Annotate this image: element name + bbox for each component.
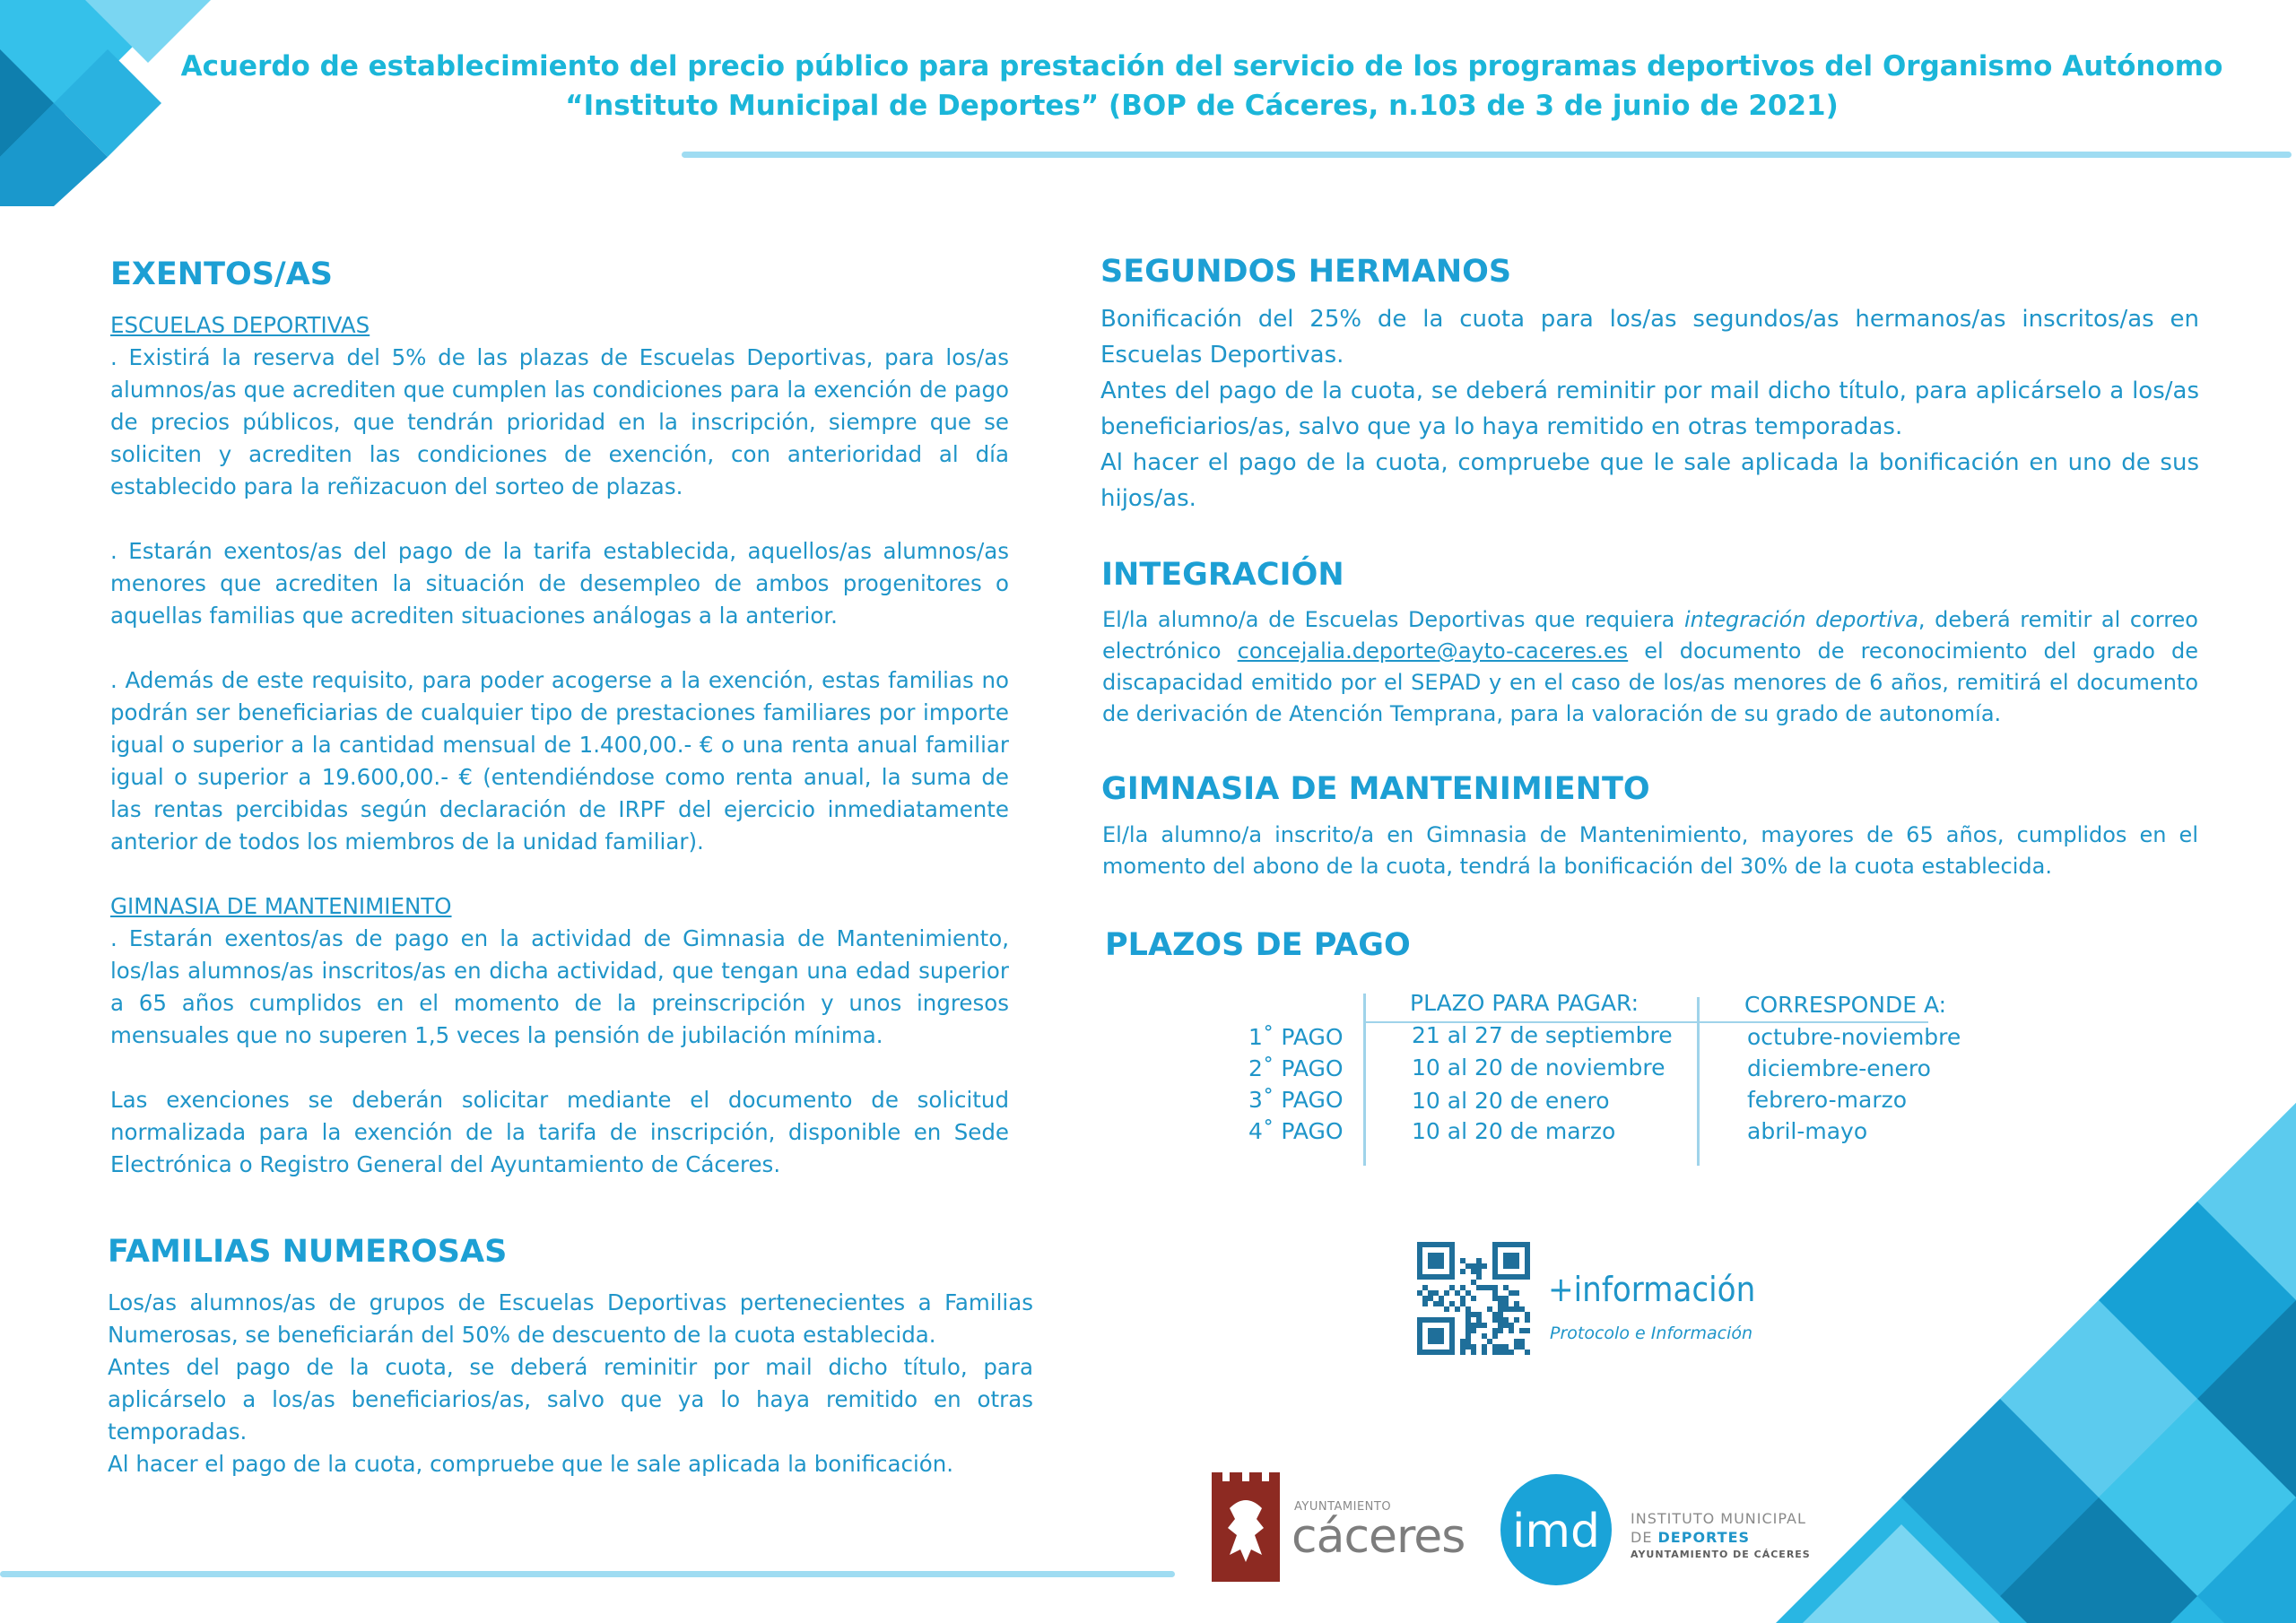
title-rule: [682, 152, 2292, 158]
imd-line-2: DE DEPORTES: [1631, 1529, 1751, 1546]
caceres-shield-logo: [1212, 1472, 1280, 1582]
document-title: [135, 47, 2269, 126]
title-line-1: Acuerdo de establecimiento del precio público para prestación del servicio de los programas deportivos del Organismo Autónomo: [180, 50, 2223, 82]
integracion-italic: integración deportiva: [1683, 607, 1918, 632]
corresponde-value: febrero-marzo: [1747, 1087, 1908, 1113]
caceres-logo-small-text: AYUNTAMIENTO: [1294, 1500, 1392, 1514]
exentos-paragraph-1: . Existirá la reserva del 5% de las plazas de Escuelas Deportivas, para los/as alumnos/as que acrediten que cumplen las condiciones para la exención de pago de precios públicos, que tendrán prioridad en la inscripción, siempre que se soliciten y acrediten las condiciones de exención, con anterioridad al día establecido para la reñizacuon del sorteo de plazas.: [110, 344, 1009, 499]
email-link[interactable]: concejalia.deporte@ayto-caceres.es: [1237, 638, 1629, 664]
gimnasia-subheading: GIMNASIA DE MANTENIMIENTO: [110, 893, 452, 919]
segundos-paragraph-3: Al hacer el pago de la cuota, compruebe que le sale aplicada la bonificación en uno de sus hijos/as.: [1100, 449, 2199, 512]
pago-label: 3˚ PAGO: [1248, 1087, 1344, 1113]
exentos-heading: EXENTOS/AS: [110, 256, 334, 292]
info-link[interactable]: +información: [1548, 1270, 1756, 1309]
plazo-value: 10 al 20 de marzo: [1412, 1118, 1616, 1144]
familias-section: [108, 1287, 1033, 1480]
integracion-heading: INTEGRACIÓN: [1101, 557, 1344, 593]
pago-label: 2˚ PAGO: [1248, 1055, 1344, 1081]
corresponde-value: abril-mayo: [1747, 1118, 1868, 1144]
segundos-paragraph-1: Bonificación del 25% de la cuota para los/as segundos/as hermanos/as inscritos/as en Escuelas Deportivas.: [1100, 306, 2199, 369]
exentos-section: [110, 309, 1009, 1181]
exentos-paragraph-2: . Estarán exentos/as del pago de la tarifa establecida, aquellos/as alumnos/as menores que acrediten la situación de desempleo de ambos progenitores o aquellas familias que acrediten situaciones análogas a la anterior.: [110, 538, 1009, 629]
column-header-corresponde: CORRESPONDE A:: [1744, 992, 1947, 1018]
plazo-value: 10 al 20 de noviembre: [1412, 1055, 1665, 1081]
familias-paragraph-1: Los/as alumnos/as de grupos de Escuelas Deportivas pertenecientes a Familias Numerosas, se beneficiarán del 50% de descuento de la cuota establecida.: [108, 1289, 1033, 1348]
exentos-paragraph-5: Las exenciones se deberán solicitar mediante el documento de solicitud normalizada para la exención de la tarifa de inscripción, disponible en Sede Electrónica o Registro General del Ayuntamiento de Cáceres.: [110, 1087, 1009, 1177]
segundos-paragraph-2: Antes del pago de la cuota, se deberá reminitir por mail dicho título, para aplicárselo a los/as beneficiarios/as, salvo que ya lo haya remitido en otras temporadas.: [1100, 378, 2199, 440]
corresponde-value: octubre-noviembre: [1747, 1024, 1961, 1050]
gimnasia-section: [1102, 820, 2198, 882]
imd-line-3: AYUNTAMIENTO DE CÁCERES: [1631, 1549, 1811, 1560]
gimnasia-heading: GIMNASIA DE MANTENIMIENTO: [1101, 771, 1650, 807]
exentos-paragraph-4: . Estarán exentos/as de pago en la actividad de Gimnasia de Mantenimiento, los/las alumnos/as inscritos/as en dicha actividad, que tengan una edad superior a 65 años cumplidos en el momento de la preinscripción y unos ingresos mensuales que no superen 1,5 veces la pensión de jubilación mínima.: [110, 925, 1009, 1048]
imd-logo-mark: [1500, 1473, 1613, 1586]
exentos-paragraph-3: . Además de este requisito, para poder acogerse a la exención, estas familias no podrán ser beneficiarias de cualquier tipo de prestaciones familiares por importe igual o superior a la cantidad mensual de 1.400,00.- € o una renta anual familiar igual o superior a 19.600,00.- € (entendiéndose como renta anual, la suma de las rentas percibidas según declaración de IRPF del ejercicio inmediatamente anterior de todos los miembros de la unidad familiar).: [110, 667, 1009, 855]
familias-paragraph-2: Antes del pago de la cuota, se deberá reminitir por mail dicho título, para aplicárselo a los/as beneficiarios/as, salvo que ya lo haya remitido en otras temporadas.: [108, 1354, 1033, 1445]
plazos-heading: PLAZOS DE PAGO: [1105, 927, 1411, 963]
caceres-logo-text: cáceres: [1292, 1510, 1465, 1564]
bottom-right-decoration: [1776, 1103, 2296, 1623]
column-header-plazo: PLAZO PARA PAGAR:: [1410, 990, 1639, 1016]
segundos-heading: SEGUNDOS HERMANOS: [1100, 254, 1512, 290]
qr-code-icon[interactable]: [1417, 1242, 1530, 1355]
title-line-2: “Instituto Municipal de Deportes” (BOP de Cáceres, n.103 de 3 de junio de 2021): [565, 90, 1839, 122]
segundos-section: [1100, 301, 2199, 516]
plazo-value: 21 al 27 de septiembre: [1412, 1022, 1673, 1048]
escuelas-subheading: ESCUELAS DEPORTIVAS: [110, 312, 370, 338]
plazos-table: [1220, 990, 1982, 1169]
integracion-section: El/la alumno/a de Escuelas Deportivas que requiera integración deportiva, deberá remitir al correo electrónico concejalia.deporte@ayto-caceres.es el documento de reconocimiento del grado de discapacidad emitido por el SEPAD y en el caso de los/as menores de 6 años, remitirá el documento de derivación de Atención Temprana, para la valoración de su grado de autonomía.: [1102, 607, 2198, 726]
gimnasia-paragraph-1: El/la alumno/a inscrito/a en Gimnasia de Mantenimiento, mayores de 65 años, cumplidos en el momento del abono de la cuota, tendrá la bonificación del 30% de la cuota establecida.: [1102, 822, 2198, 879]
info-subtitle: Protocolo e Información: [1550, 1324, 1753, 1343]
pago-label: 4˚ PAGO: [1248, 1118, 1344, 1144]
familias-heading: FAMILIAS NUMEROSAS: [108, 1234, 508, 1270]
imd-logo-letters: imd: [1511, 1505, 1601, 1558]
bottom-rule: [0, 1571, 1175, 1577]
table-divider-1: [1363, 994, 1366, 1166]
pago-label: 1˚ PAGO: [1248, 1024, 1344, 1050]
familias-paragraph-3: Al hacer el pago de la cuota, compruebe que le sale aplicada la bonificación.: [108, 1451, 954, 1477]
plazo-value: 10 al 20 de enero: [1412, 1088, 1610, 1114]
imd-line-1: INSTITUTO MUNICIPAL: [1631, 1510, 1806, 1527]
corresponde-value: diciembre-enero: [1747, 1055, 1931, 1081]
